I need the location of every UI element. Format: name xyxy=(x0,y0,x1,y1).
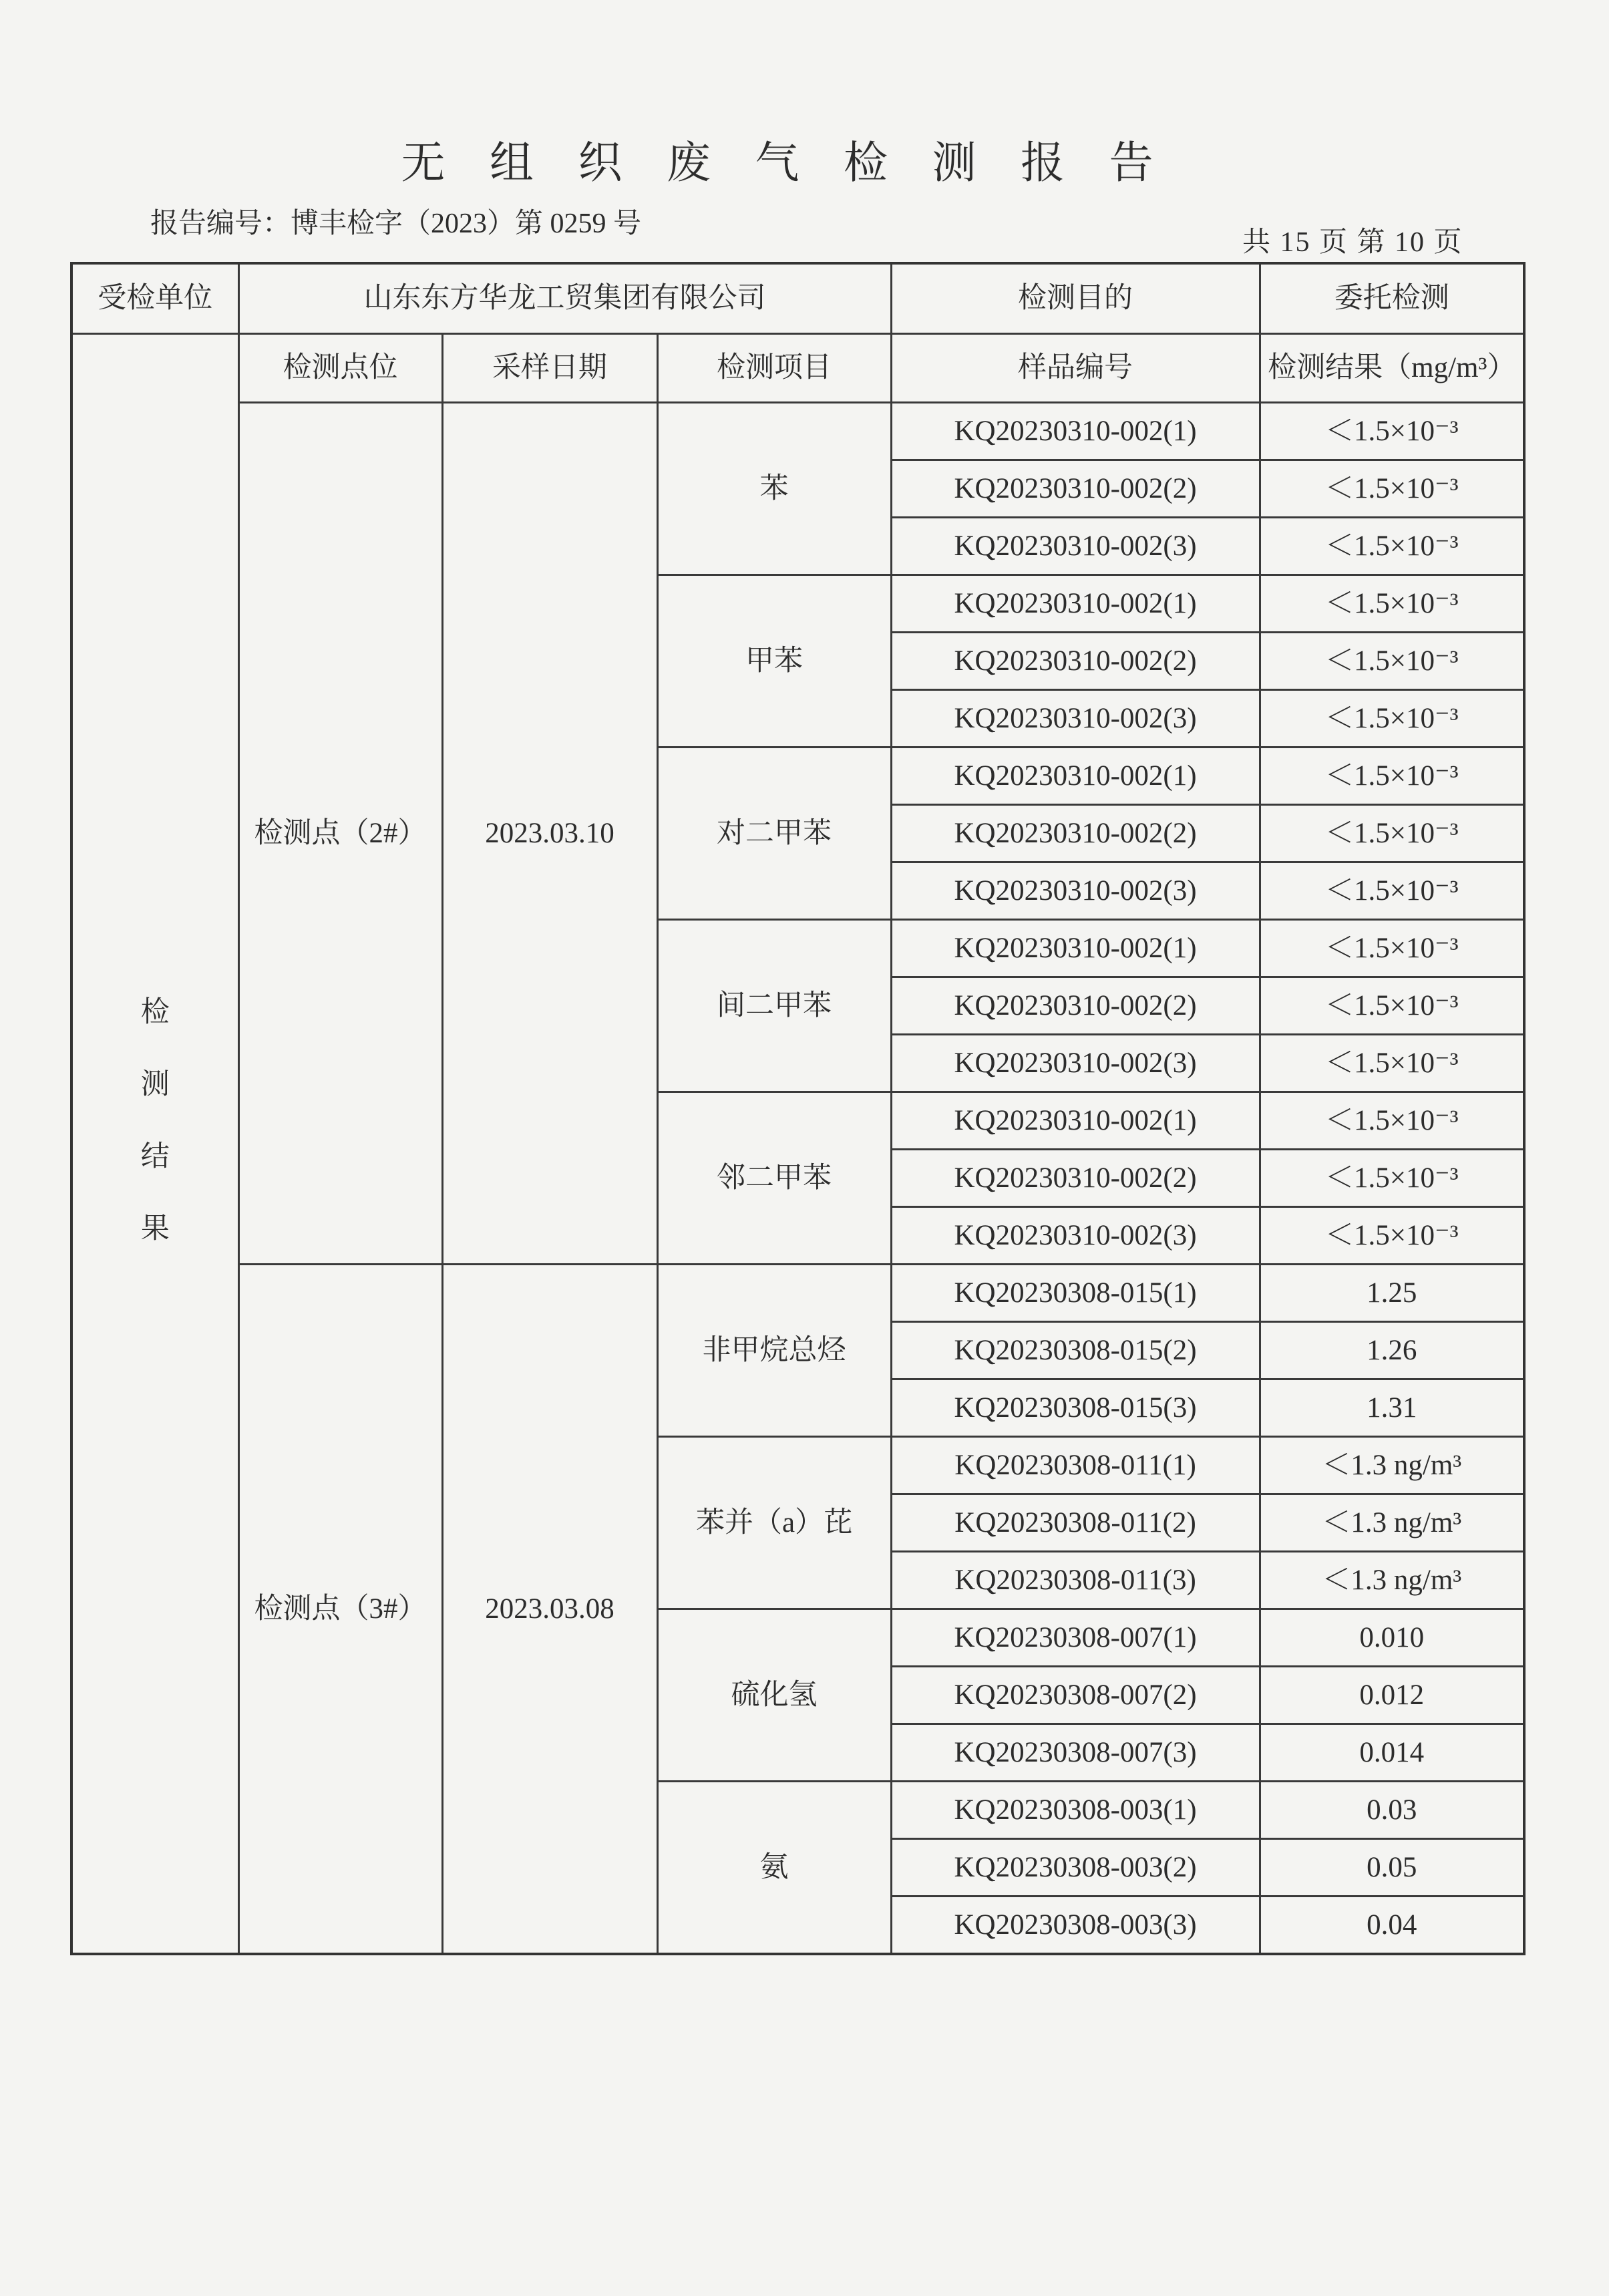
result-cell: ＜1.5×10⁻³ xyxy=(1260,1035,1524,1092)
result-cell: ＜1.5×10⁻³ xyxy=(1260,1207,1524,1265)
result-cell: ＜1.5×10⁻³ xyxy=(1260,748,1524,805)
client-name: 山东东方华龙工贸集团有限公司 xyxy=(238,263,891,334)
sample-id-cell: KQ20230308-003(2) xyxy=(891,1839,1260,1897)
sample-id-cell: KQ20230308-015(3) xyxy=(891,1379,1260,1437)
result-cell: ＜1.5×10⁻³ xyxy=(1260,920,1524,977)
sample-id-cell: KQ20230310-002(2) xyxy=(891,1150,1260,1207)
test-item-cell: 氨 xyxy=(657,1782,891,1955)
sample-id-cell: KQ20230310-002(3) xyxy=(891,862,1260,920)
monitoring-point-cell: 检测点（2#） xyxy=(238,403,442,1265)
result-cell: ＜1.5×10⁻³ xyxy=(1260,1150,1524,1207)
test-item-cell: 甲苯 xyxy=(657,575,891,748)
page-indicator: 共 15 页 第 10 页 xyxy=(1242,227,1463,258)
sample-id-cell: KQ20230308-011(3) xyxy=(891,1552,1260,1609)
sample-id-cell: KQ20230308-007(2) xyxy=(891,1667,1260,1724)
col-header-result: 检测结果（mg/m³） xyxy=(1260,334,1524,403)
test-item-cell: 硫化氢 xyxy=(657,1609,891,1782)
sample-id-cell: KQ20230310-002(2) xyxy=(891,805,1260,862)
result-cell: 1.26 xyxy=(1260,1322,1524,1379)
result-cell: ＜1.5×10⁻³ xyxy=(1260,575,1524,633)
test-item-cell: 苯并（a）芘 xyxy=(657,1437,891,1609)
table-row xyxy=(71,1265,1524,1322)
sampling-date-cell: 2023.03.10 xyxy=(442,403,657,1265)
test-item-cell: 邻二甲苯 xyxy=(657,1092,891,1265)
result-cell: 0.03 xyxy=(1260,1782,1524,1839)
sample-id-cell: KQ20230310-002(3) xyxy=(891,1035,1260,1092)
sample-id-cell: KQ20230310-002(1) xyxy=(891,748,1260,805)
sample-id-cell: KQ20230308-011(2) xyxy=(891,1494,1260,1552)
result-cell: ＜1.3 ng/m³ xyxy=(1260,1437,1524,1494)
report-number: 报告编号：博丰检字（2023）第 0259 号 xyxy=(150,208,642,239)
result-cell: 0.05 xyxy=(1260,1839,1524,1897)
test-item-cell: 间二甲苯 xyxy=(657,920,891,1092)
result-cell: ＜1.5×10⁻³ xyxy=(1260,805,1524,862)
sample-id-cell: KQ20230310-002(1) xyxy=(891,920,1260,977)
result-cell: 1.31 xyxy=(1260,1379,1524,1437)
sample-id-cell: KQ20230308-007(3) xyxy=(891,1724,1260,1782)
results-section-label: 检测结果 xyxy=(140,997,170,1245)
sample-id-cell: KQ20230310-002(3) xyxy=(891,518,1260,575)
table-row xyxy=(71,403,1524,460)
col-header-sample: 样品编号 xyxy=(891,334,1260,403)
result-cell: ＜1.5×10⁻³ xyxy=(1260,403,1524,460)
monitoring-point-cell: 检测点（3#） xyxy=(238,1265,442,1955)
result-cell: 0.014 xyxy=(1260,1724,1524,1782)
purpose-label: 检测目的 xyxy=(891,263,1260,334)
sample-id-cell: KQ20230308-003(1) xyxy=(891,1782,1260,1839)
col-header-date: 采样日期 xyxy=(442,334,657,403)
sample-id-cell: KQ20230310-002(2) xyxy=(891,460,1260,518)
result-cell: ＜1.3 ng/m³ xyxy=(1260,1552,1524,1609)
report-title: 无 组 织 废 气 检 测 报 告 xyxy=(401,139,1170,188)
sample-id-cell: KQ20230310-002(2) xyxy=(891,633,1260,690)
client-label: 受检单位 xyxy=(71,263,238,334)
sample-id-cell: KQ20230310-002(3) xyxy=(891,690,1260,748)
result-cell: ＜1.5×10⁻³ xyxy=(1260,1092,1524,1150)
sample-id-cell: KQ20230308-007(1) xyxy=(891,1609,1260,1667)
sample-id-cell: KQ20230310-002(3) xyxy=(891,1207,1260,1265)
sample-id-cell: KQ20230308-015(2) xyxy=(891,1322,1260,1379)
result-cell: 0.04 xyxy=(1260,1897,1524,1955)
test-item-cell: 苯 xyxy=(657,403,891,575)
result-cell: 1.25 xyxy=(1260,1265,1524,1322)
result-cell: ＜1.5×10⁻³ xyxy=(1260,633,1524,690)
sample-id-cell: KQ20230310-002(1) xyxy=(891,575,1260,633)
result-cell: 0.010 xyxy=(1260,1609,1524,1667)
sample-id-cell: KQ20230310-002(2) xyxy=(891,977,1260,1035)
table-column-header-row xyxy=(71,334,1524,403)
result-cell: ＜1.5×10⁻³ xyxy=(1260,862,1524,920)
sample-id-cell: KQ20230310-002(1) xyxy=(891,1092,1260,1150)
results-section-cell xyxy=(71,334,238,1955)
result-cell: ＜1.5×10⁻³ xyxy=(1260,690,1524,748)
test-item-cell: 对二甲苯 xyxy=(657,748,891,920)
result-cell: 0.012 xyxy=(1260,1667,1524,1724)
table-header-row xyxy=(71,263,1524,334)
col-header-item: 检测项目 xyxy=(657,334,891,403)
sample-id-cell: KQ20230308-003(3) xyxy=(891,1897,1260,1955)
col-header-point: 检测点位 xyxy=(238,334,442,403)
result-cell: ＜1.5×10⁻³ xyxy=(1260,460,1524,518)
purpose-value: 委托检测 xyxy=(1260,263,1524,334)
result-cell: ＜1.5×10⁻³ xyxy=(1260,518,1524,575)
result-cell: ＜1.3 ng/m³ xyxy=(1260,1494,1524,1552)
sample-id-cell: KQ20230308-011(1) xyxy=(891,1437,1260,1494)
test-item-cell: 非甲烷总烃 xyxy=(657,1265,891,1437)
sampling-date-cell: 2023.03.08 xyxy=(442,1265,657,1955)
result-cell: ＜1.5×10⁻³ xyxy=(1260,977,1524,1035)
sample-id-cell: KQ20230308-015(1) xyxy=(891,1265,1260,1322)
sample-id-cell: KQ20230310-002(1) xyxy=(891,403,1260,460)
results-table xyxy=(70,262,1526,1955)
